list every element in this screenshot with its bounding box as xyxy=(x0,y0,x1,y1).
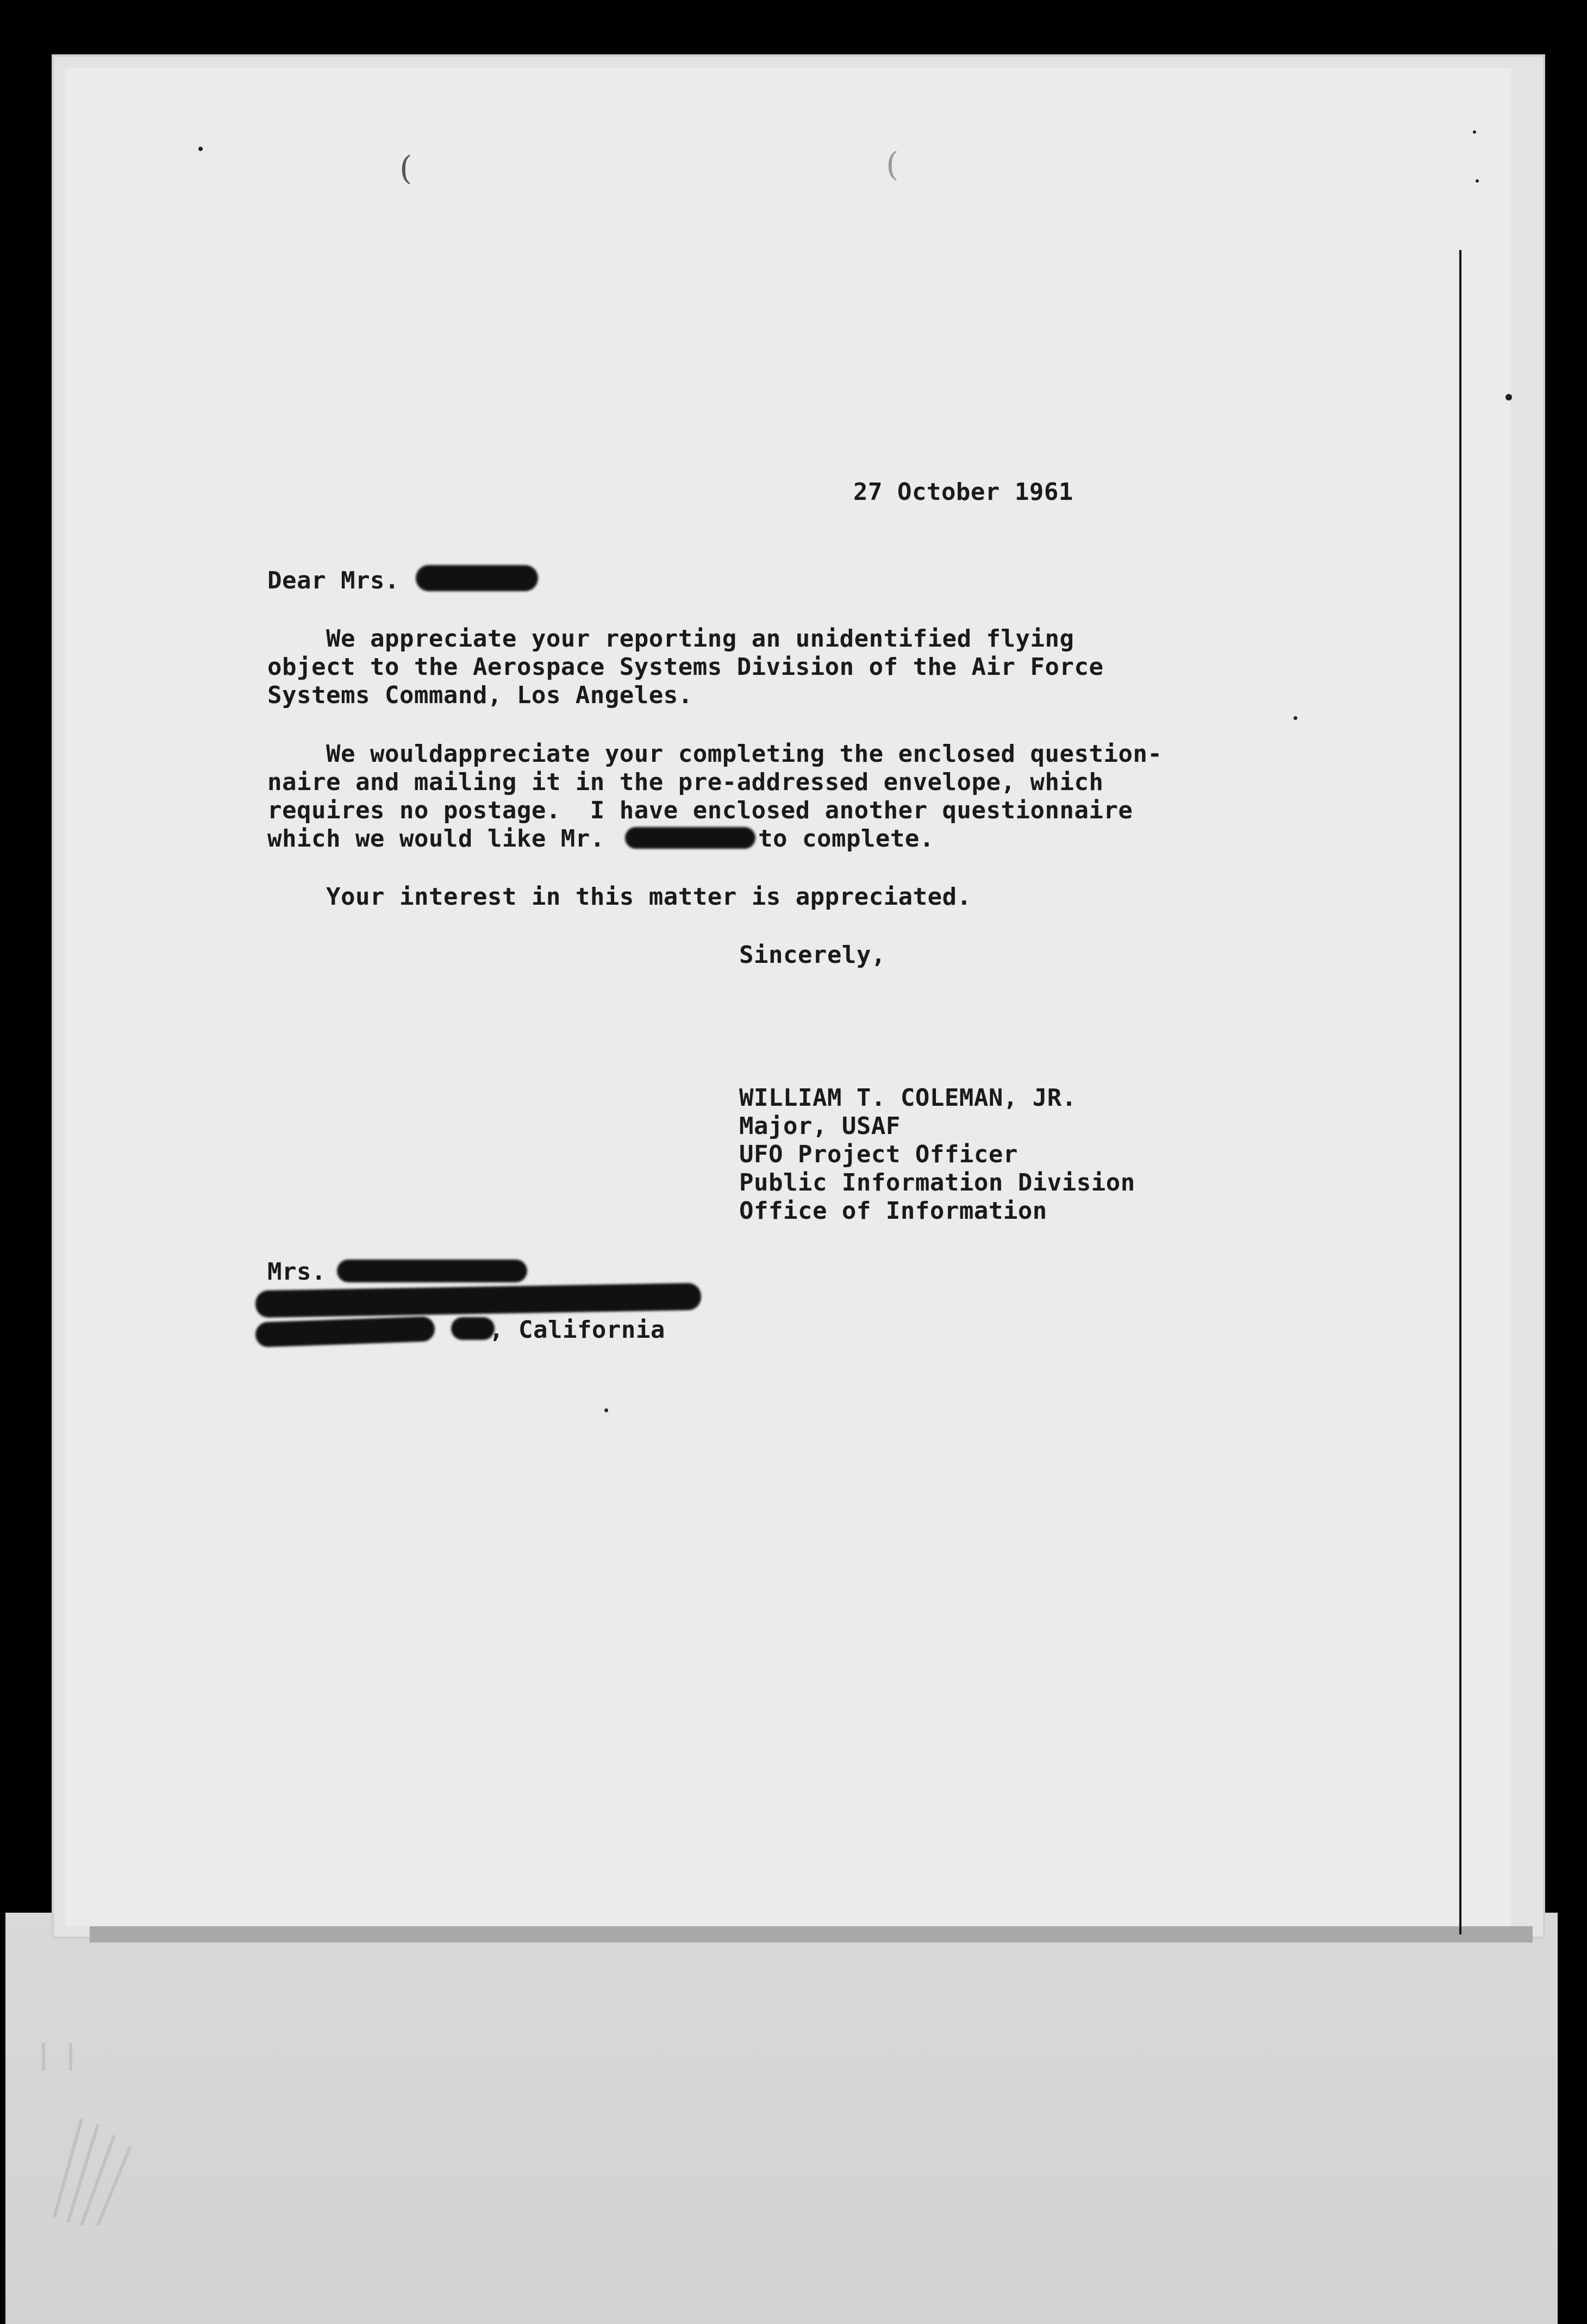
redaction xyxy=(337,1260,527,1282)
letter-date: 27 October 1961 xyxy=(853,478,1073,506)
salutation: Dear Mrs. xyxy=(267,567,399,594)
signature-rank: Major, USAF xyxy=(739,1112,901,1140)
dust-speck xyxy=(1505,394,1512,400)
scan-artifact xyxy=(22,2010,163,2228)
closing: Sincerely, xyxy=(739,941,886,969)
address-line-1: Mrs. xyxy=(267,1258,326,1286)
signature-division: Public Information Division xyxy=(739,1169,1135,1197)
page-edge-shadow xyxy=(90,1926,1533,1943)
paragraph-1-line: Systems Command, Los Angeles. xyxy=(267,681,693,709)
dust-speck xyxy=(1473,130,1476,134)
signature-name: WILLIAM T. COLEMAN, JR. xyxy=(739,1084,1077,1112)
dust-speck xyxy=(1294,716,1297,720)
dust-speck xyxy=(604,1408,608,1412)
paragraph-2-line: naire and mailing it in the pre-addressed envelope, which xyxy=(267,768,1104,796)
signature-title: UFO Project Officer xyxy=(739,1141,1018,1168)
backing-sheet xyxy=(5,1913,1558,2324)
signature-office: Office of Information xyxy=(739,1197,1047,1225)
margin-line xyxy=(1459,250,1461,1934)
hole-punch-mark: ( xyxy=(399,149,413,187)
paragraph-3: Your interest in this matter is appreciated. xyxy=(326,883,972,911)
paragraph-2-line: We wouldappreciate your completing the enclosed question- xyxy=(326,740,1163,768)
paragraph-2-line: to complete. xyxy=(758,825,934,853)
paragraph-2-line: which we would like Mr. xyxy=(267,825,605,853)
paragraph-1-line: object to the Aerospace Systems Division of the Air Force xyxy=(267,653,1104,681)
paragraph-1-line: We appreciate your reporting an unidentified flying xyxy=(326,625,1074,653)
hole-punch-mark: ( xyxy=(886,146,899,184)
letter-page xyxy=(65,68,1511,1926)
redaction xyxy=(625,827,755,849)
dust-speck xyxy=(198,147,203,151)
dust-speck xyxy=(1476,179,1479,183)
paragraph-2-line: requires no postage. I have enclosed another questionnaire xyxy=(267,797,1133,824)
redaction xyxy=(451,1317,495,1340)
redaction xyxy=(416,565,538,591)
address-line-3-state: , California xyxy=(489,1316,665,1344)
